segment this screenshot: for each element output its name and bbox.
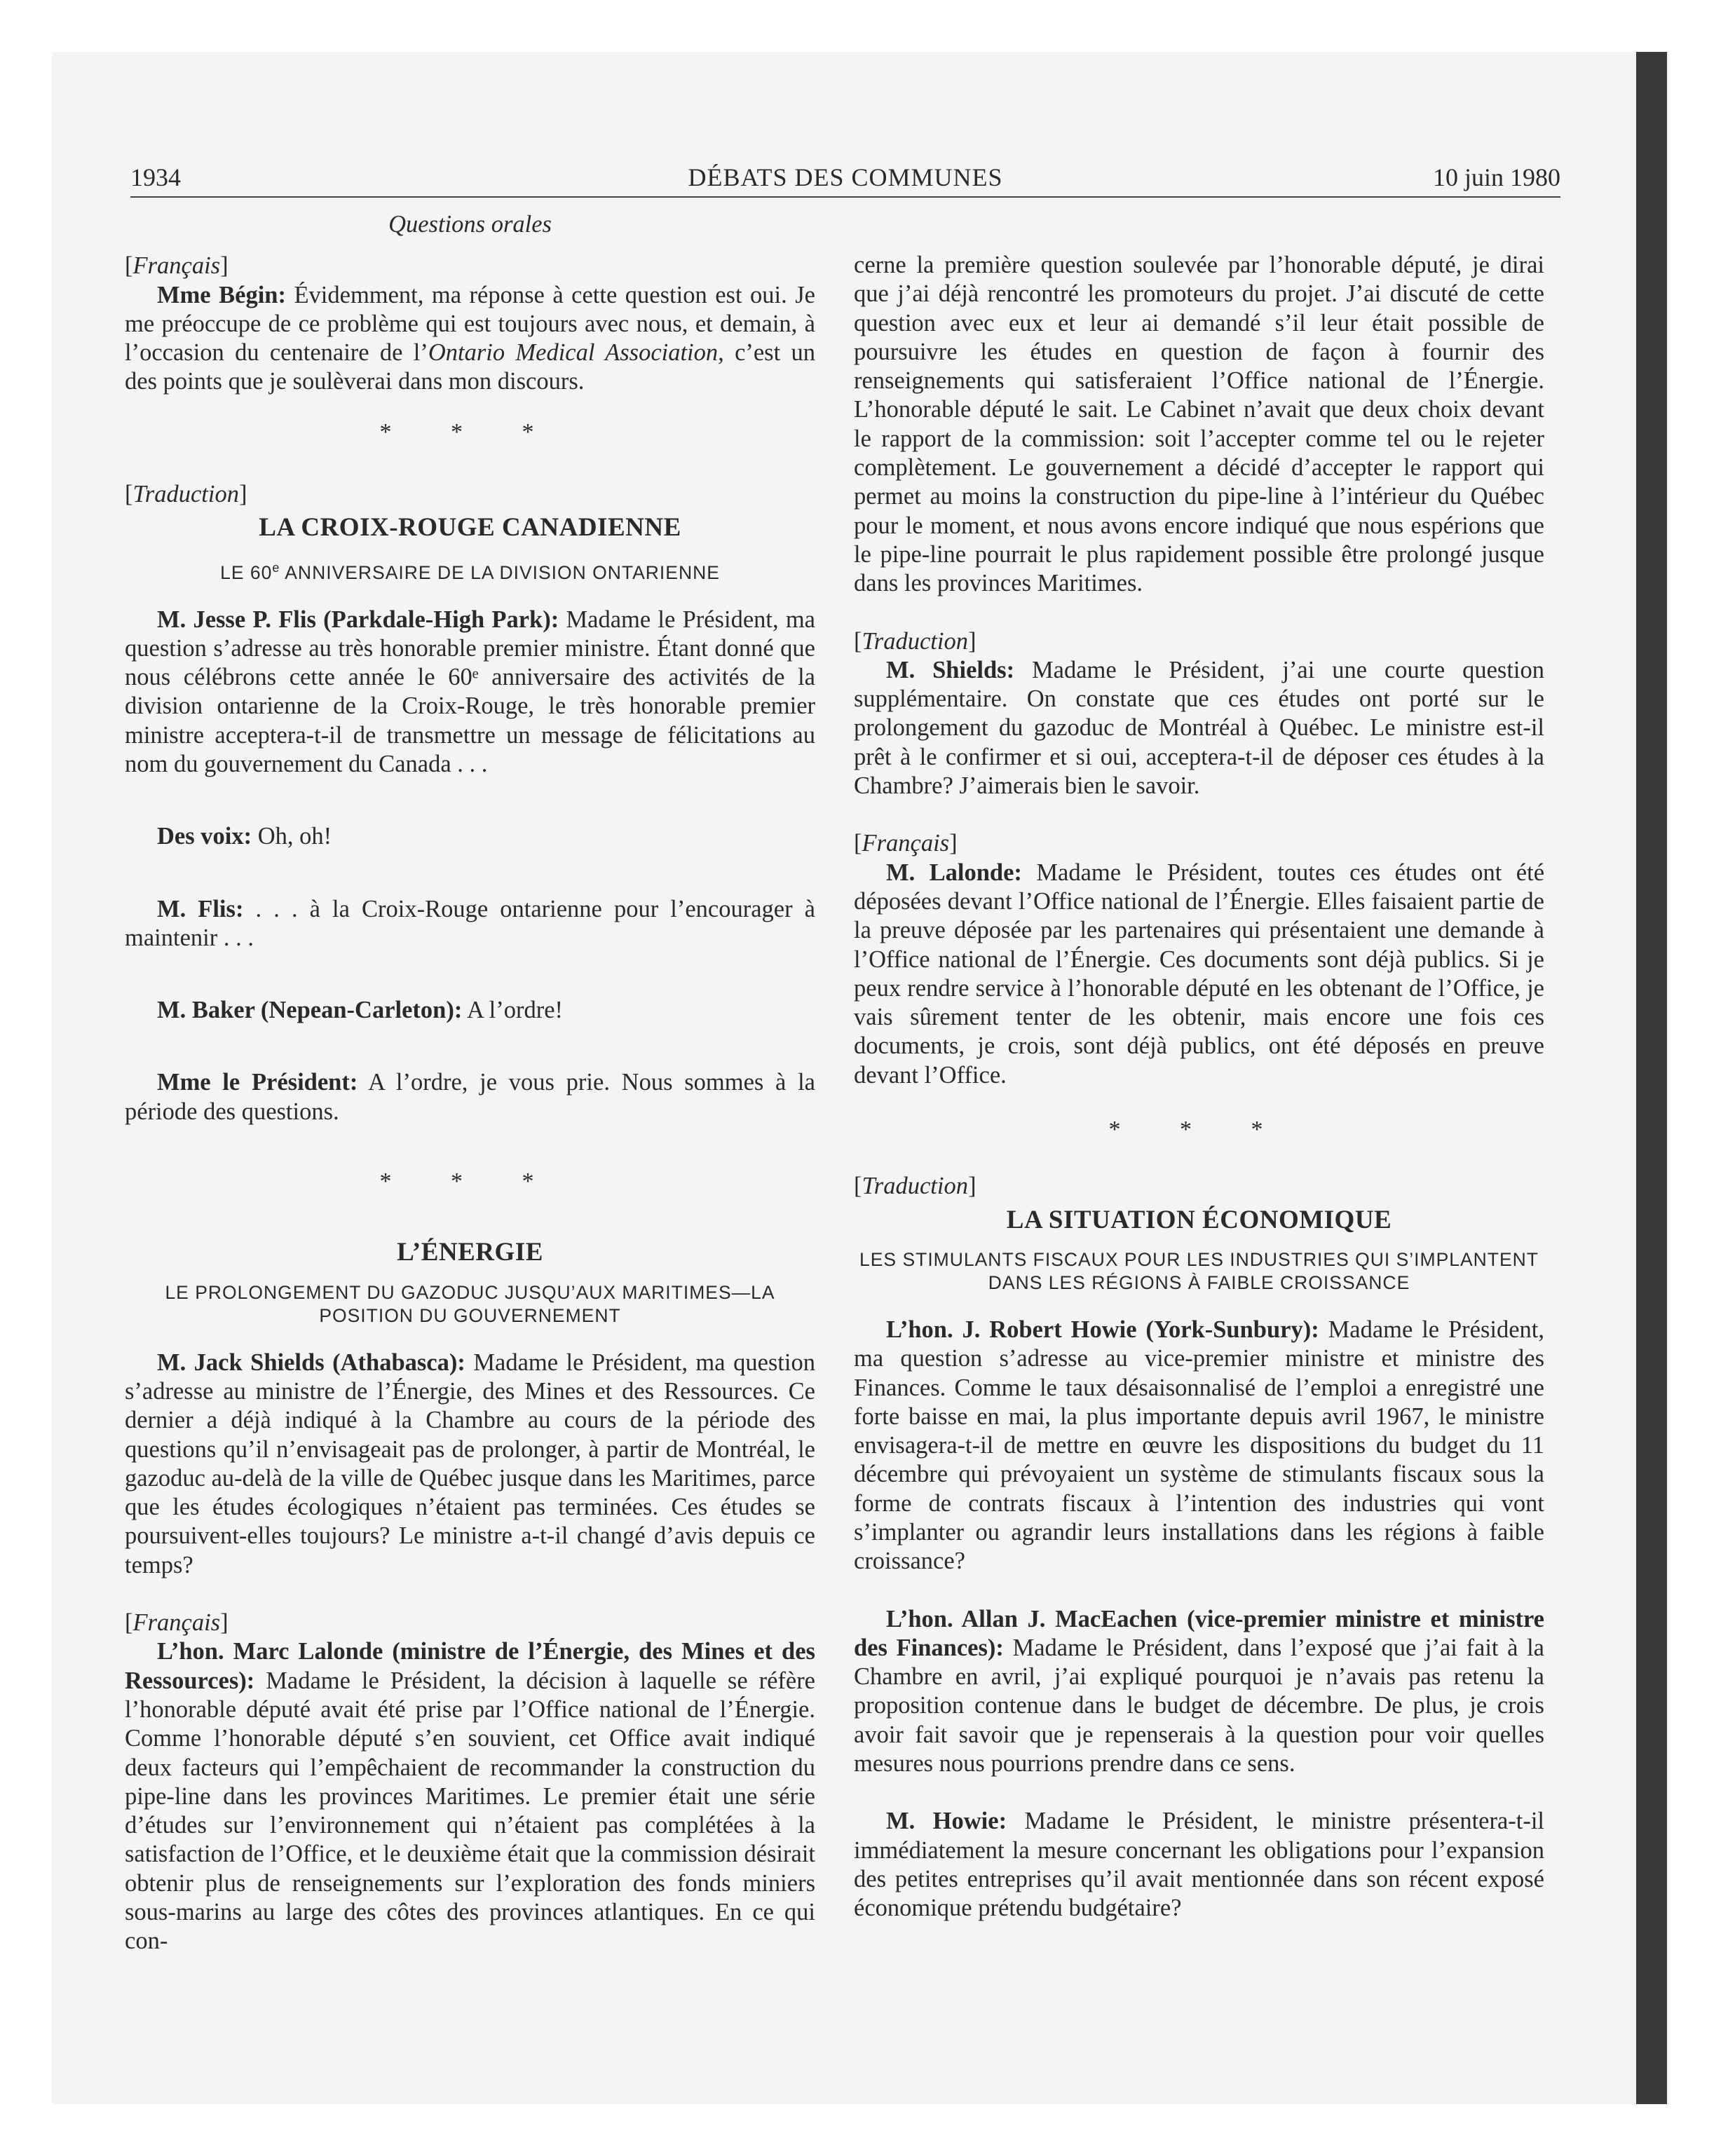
speaker-name: L’hon. Allan J. MacEachen (vice-premier ministre et ministre des Finances):	[854, 1605, 1544, 1661]
section-heading: LA SITUATION ÉCONOMIQUE	[1006, 1205, 1392, 1234]
speech-paragraph: M. Shields: Madame le Président, j’ai une courte question supplémentaire. On constate que ces études ont porté sur le prolongement du gazoduc de Montréal à Québec. Le ministre est-il prêt à le confirmer et si oui, acceptera-t-il de déposer ces études à la Chambre? J’aimerais bien le savoir.	[854, 656, 1545, 800]
speaker-name: M. Baker (Nepean-Carleton):	[157, 997, 463, 1024]
language-tag: [Français]	[125, 1609, 229, 1637]
page-date: 10 juin 1980	[1432, 163, 1560, 191]
speech-paragraph: L’hon. Allan J. MacEachen (vice-premier ministre et ministre des Finances): Madame le Président, dans l’exposé que j’ai fait à la Chambre en avril, j’ai expliqué pourquoi je n’avais pas retenu la proposition contenue dans le budget de décembre. De plus, je crois avoir fait savoir que je repenserais à la question pour voir quelles mesures nous pourrions prendre dans ce sens.	[854, 1605, 1544, 1778]
speech-paragraph: Mme le Président: A l’ordre, je vous prie. Nous sommes à la période des questions.	[125, 1069, 815, 1125]
section-heading: L’ÉNERGIE	[397, 1238, 543, 1267]
section-title: Questions orales	[388, 211, 552, 238]
speaker-name: Mme Bégin:	[157, 281, 286, 308]
speech-paragraph: L’hon. J. Robert Howie (York-Sunbury): Madame le Président, ma question s’adresse au vice-premier ministre et ministre des Finances. Comme le taux désaisonnalisé de l’emploi a enregistré une forte baisse en mai, la plus importante depuis avril 1967, le ministre envisagera-t-il de mettre en œuvre les dispositions du budget du 11 décembre qui prévoyaient un système de stimulants fiscaux sous la forme de contrats fiscaux à l’intention des industries qui vont s’implanter ou agrandir leurs installations dans les régions à faible croissance?	[854, 1316, 1545, 1575]
speaker-name: M. Jesse P. Flis (Parkdale-High Park):	[157, 606, 559, 633]
speaker-name: M. Flis:	[157, 895, 244, 922]
language-tag: [Traduction]	[125, 481, 247, 508]
speaker-name: Mme le Président:	[157, 1069, 358, 1096]
speaker-name: M. Howie:	[886, 1808, 1007, 1835]
speaker-name: L’hon. Marc Lalonde (ministre de l’Énergie, des Mines et des Ressources):	[125, 1638, 815, 1694]
speech-paragraph: M. Jack Shields (Athabasca): Madame le Président, ma question s’adresse au ministre de l’Énergie, des Mines et des Ressources. Ce dernier a déjà indiqué à la Chambre au cours de la période des questions qu’il n’envisageait pas de prolonger, à partir de Montréal, le gazoduc au-delà de la ville de Québec jusque dans les Maritimes, parce que les études écologiques n’étaient pas terminées. Ces études se poursuivent-elles toujours? Le ministre a-t-il changé d’avis depuis ce temps?	[125, 1349, 815, 1578]
speech-paragraph: M. Baker (Nepean-Carleton): A l’ordre!	[157, 997, 564, 1024]
speaker-name: Des voix:	[157, 823, 252, 850]
scan-edge-shadow	[1636, 52, 1667, 2104]
left-column	[125, 210, 815, 1956]
language-tag: [Traduction]	[854, 1173, 977, 1200]
section-subheading: LES STIMULANTS FISCAUX POUR LES INDUSTRIES QUI S’IMPLANTENT DANS LES RÉGIONS À FAIBLE CROISSANCE	[859, 1248, 1539, 1293]
speech-paragraph: M. Lalonde: Madame le Président, toutes ces études ont été déposées devant l’Office national de l’Énergie. Elles faisaient partie de la preuve déposée par les partenaires qui présentaient une demande à l’Office national de l’Énergie. Ces documents sont déjà publics. Si je peux rendre service à l’honorable député en les obtenant de l’Office, je vais sûrement tenter de les obtenir, mais encore une fois ces documents, je crois, sont déjà publics, ont été déposés en preuve devant l’Office.	[854, 859, 1545, 1089]
speaker-name: M. Shields:	[886, 656, 1015, 683]
section-heading: LA CROIX-ROUGE CANADIENNE	[259, 513, 681, 543]
section-subheading: LE 60e ANNIVERSAIRE DE LA DIVISION ONTARIENNE	[220, 560, 720, 583]
page-header	[130, 160, 1560, 198]
speech-paragraph: Des voix: Oh, oh!	[157, 823, 332, 850]
speaker-name: L’hon. J. Robert Howie (York-Sunbury):	[886, 1316, 1319, 1343]
speech-paragraph: L’hon. Marc Lalonde (ministre de l’Énergie, des Mines et des Ressources): Madame le Président, la décision à laquelle se réfère l’honorable député avait été prise par l’Office national de l’Énergie. Comme l’honorable député s’en souvient, cet Office avait indiqué deux facteurs qui l’empêchaient de recommander la construction du pipe-line dans les provinces Maritimes. Le premier était une série d’études sur l’environnement qui n’étaient pas complétées à la satisfaction de l’Office, et le deuxième était que la commission désirait obtenir plus de renseignements sur l’exploration des fonds miniers sous-marins au large des côtes des provinces atlantiques. En ce qui con-	[125, 1638, 815, 1955]
speech-paragraph: M. Flis: . . . à la Croix-Rouge ontarienne pour l’encourager à maintenir . . .	[125, 895, 815, 951]
speech-paragraph: Mme Bégin: Évidemment, ma réponse à cette question est oui. Je me préoccupe de ce problème qui est toujours avec nous, et demain, à l’occasion du centenaire de l’Ontario Medical Association, c’est un des points que je soulèverai dans mon discours.	[125, 281, 815, 395]
language-tag: [Traduction]	[854, 627, 977, 655]
section-separator: * * *	[1108, 1117, 1290, 1143]
language-tag: [Français]	[125, 252, 229, 280]
language-tag: [Français]	[854, 830, 958, 857]
section-separator: * * *	[379, 418, 561, 445]
speech-paragraph: M. Jesse P. Flis (Parkdale-High Park): Madame le Président, ma question s’adresse au très honorable premier ministre. Étant donné que nous célébrons cette année le 60ᵉ anniversaire des activités de la division ontarienne de la Croix-Rouge, le très honorable premier ministre acceptera-t-il de transmettre un message de félicitations au nom du gouvernement du Canada . . .	[125, 606, 815, 777]
running-title: DÉBATS DES COMMUNES	[688, 163, 1003, 191]
speaker-name: M. Lalonde:	[886, 859, 1022, 886]
speech-paragraph: M. Howie: Madame le Président, le ministre présentera-t-il immédiatement la mesure concernant les obligations pour l’expansion des petites entreprises qu’il avait mentionnée dans son récent exposé économique prétendu budgétaire?	[854, 1808, 1545, 1922]
page-number: 1934	[130, 163, 181, 191]
speech-paragraph: cerne la première question soulevée par l’honorable député, je dirai que j’ai déjà rencontré les promoteurs du projet. J’ai discuté de cette question avec eux et leur ai demandé s’il leur était possible de poursuivre les études en question de façon à fournir des renseignements qui satisferaient l’Office national de l’Énergie. L’honorable député le sait. Le Cabinet n’avait que deux choix devant le rapport de la commission: soit l’accepter comme tel ou le rejeter complètement. Le gouvernement a décidé d’accepter le rapport qui permet au moins la construction du pipe-line à l’intérieur du Québec pour le moment, et nous avons encore indiqué que nous espérions que le pipe-line pourrait le plus rapidement possible être prolongé jusque dans les provinces Maritimes.	[854, 252, 1544, 597]
speaker-name: M. Jack Shields (Athabasca):	[157, 1349, 465, 1376]
section-separator: * * *	[379, 1168, 561, 1195]
right-column	[854, 251, 1544, 1923]
section-subheading: LE PROLONGEMENT DU GAZODUC JUSQU’AUX MARITIMES—LA POSITION DU GOUVERNEMENT	[165, 1281, 775, 1326]
